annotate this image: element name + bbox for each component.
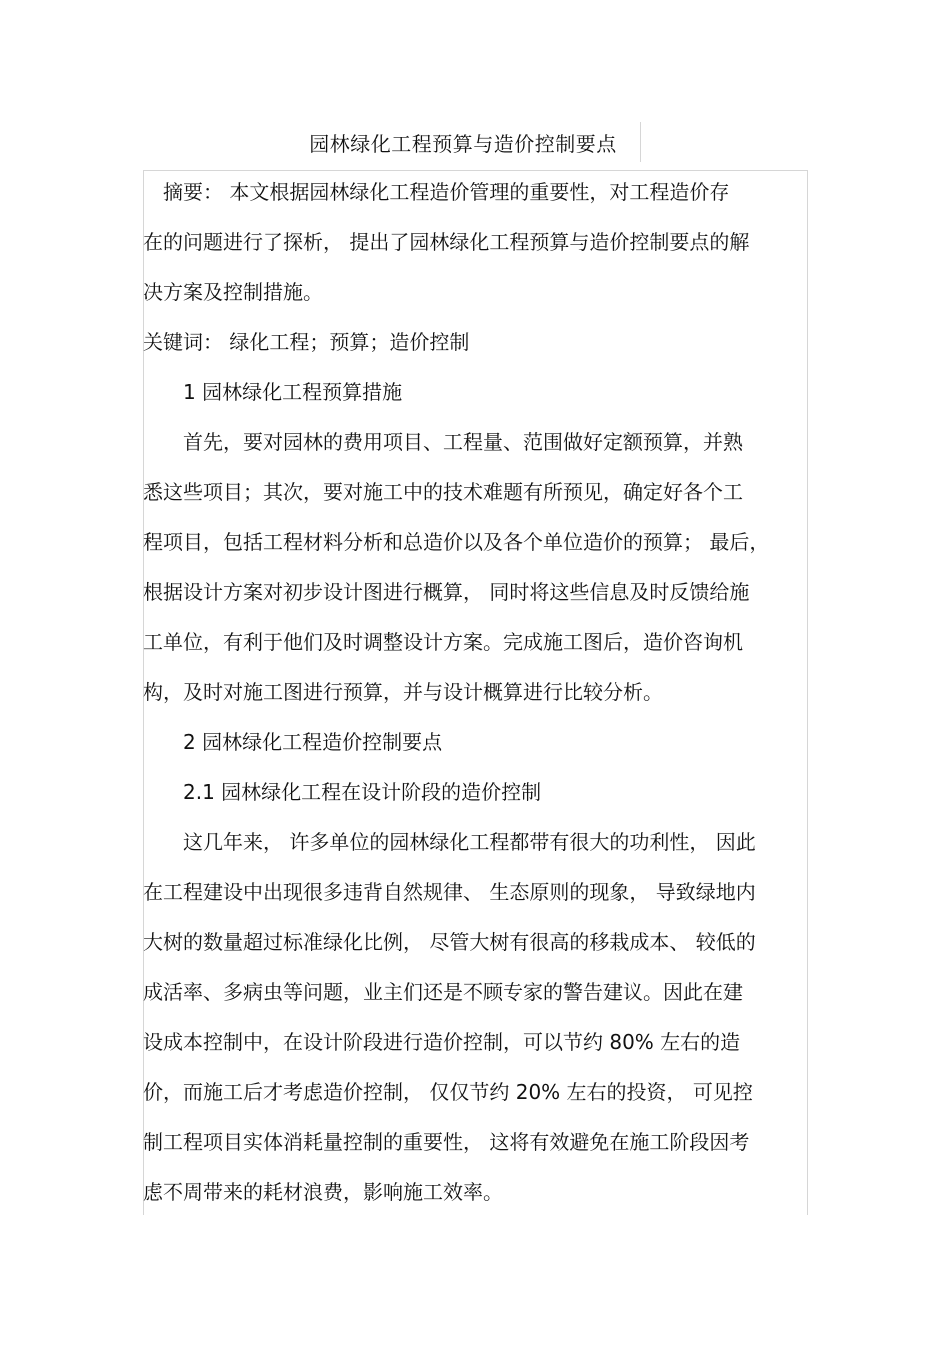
paragraph-1-line-2: 悉这些项目；其次，要对施工中的技术难题有所预见，确定好各个工	[143, 480, 743, 504]
text-frame-right-border	[807, 170, 808, 1215]
abstract-line-2: 在的问题进行了探析， 提出了园林绿化工程预算与造价控制要点的解	[143, 230, 750, 254]
document-title: 园林绿化工程预算与造价控制要点	[309, 132, 617, 156]
paragraph-1-line-4: 根据设计方案对初步设计图进行概算， 同时将这些信息及时反馈给施	[143, 580, 750, 604]
paragraph-2-line-1: 这几年来， 许多单位的园林绿化工程都带有很大的功利性， 因此	[143, 830, 756, 854]
paragraph-2-line-7: 制工程项目实体消耗量控制的重要性， 这将有效避免在施工阶段因考	[143, 1130, 750, 1154]
paragraph-2-line-2: 在工程建设中出现很多违背自然规律、 生态原则的现象， 导致绿地内	[143, 880, 756, 904]
paragraph-2-line-4: 成活率、多病虫等问题，业主们还是不顾专家的警告建议。因此在建	[143, 980, 743, 1004]
paragraph-1-line-6: 构，及时对施工图进行预算，并与设计概算进行比较分析。	[143, 680, 663, 704]
abstract-line-3: 决方案及控制措施。	[143, 280, 323, 304]
paragraph-1-line-3: 程项目，包括工程材料分析和总造价以及各个单位造价的预算； 最后，	[143, 530, 770, 554]
abstract-line-1: 摘要： 本文根据园林绿化工程造价管理的重要性，对工程造价存	[143, 180, 730, 204]
paragraph-2-line-3: 大树的数量超过标准绿化比例， 尽管大树有很高的移栽成本、 较低的	[143, 930, 756, 954]
paragraph-1-line-1: 首先，要对园林的费用项目、工程量、范围做好定额预算，并熟	[143, 430, 743, 454]
paragraph-2-line-6: 价，而施工后才考虑造价控制， 仅仅节约 20% 左右的投资， 可见控	[143, 1080, 753, 1104]
paragraph-2-line-8: 虑不周带来的耗材浪费，影响施工效率。	[143, 1180, 503, 1204]
section-2-1-heading: 2.1 园林绿化工程在设计阶段的造价控制	[143, 780, 542, 804]
keywords-line: 关键词： 绿化工程；预算；造价控制	[143, 330, 470, 354]
paragraph-2-line-5: 设成本控制中，在设计阶段进行造价控制，可以节约 80% 左右的造	[143, 1030, 741, 1054]
section-2-heading: 2 园林绿化工程造价控制要点	[143, 730, 443, 754]
text-frame-top-border	[143, 170, 808, 171]
section-1-heading: 1 园林绿化工程预算措施	[143, 380, 403, 404]
paragraph-1-line-5: 工单位，有利于他们及时调整设计方案。完成施工图后，造价咨询机	[143, 630, 743, 654]
